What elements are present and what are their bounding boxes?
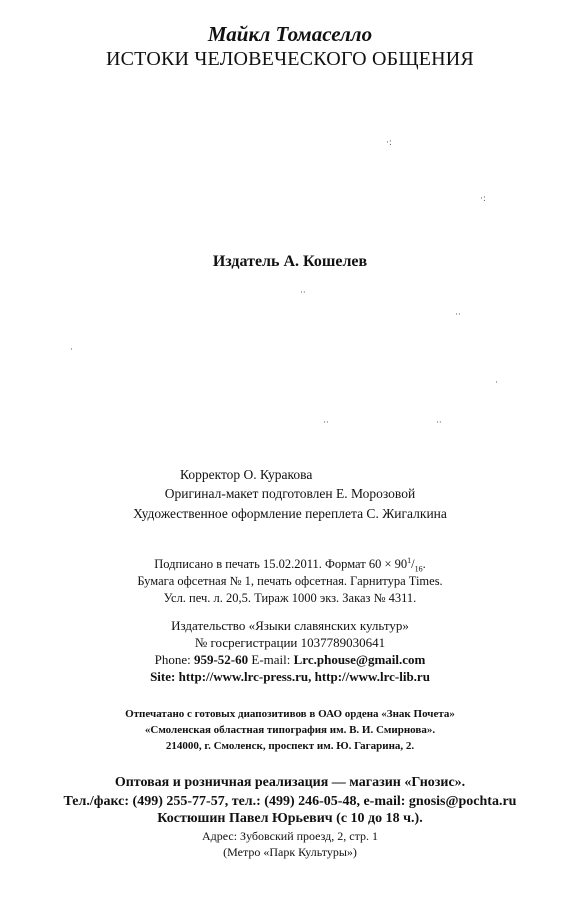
paper-line: Бумага офсетная № 1, печать офсетная. Гарнитура Times. (137, 574, 443, 588)
corrector-line: Корректор О. Куракова (180, 467, 313, 482)
scan-speck: · (495, 378, 498, 388)
scan-speck: ·· (300, 288, 306, 298)
signed-text: Подписано в печать 15.02.2011. Формат 60 × 90 (154, 557, 408, 572)
scan-speck: ·: (386, 138, 392, 148)
format-numerator: 1 (407, 556, 412, 565)
site-line: Site: http://www.lrc-press.ru, http://www.lrc-lib.ru (150, 669, 430, 684)
printer-line-3: 214000, г. Смоленск, проспект им. Ю. Гагарина, 2. (165, 740, 415, 752)
printer-line-2: «Смоленская областная типография им. В. И. Смирнова». (144, 724, 436, 736)
scan-speck: ·: (480, 194, 486, 204)
printer-line-1: Отпечатано с готовых диапозитивов в ОАО ордена «Знак Почета» (125, 708, 455, 720)
book-title: ИСТОКИ ЧЕЛОВЕЧЕСКОГО ОБЩЕНИЯ (106, 48, 474, 70)
scan-speck: ·· (436, 418, 442, 428)
store-address: Адрес: Зубовский проезд, 2, стр. 1 (202, 829, 378, 843)
scan-speck: ·· (455, 310, 461, 320)
sales-phone-line: Тел./факс: (499) 255-77-57, тел.: (499) 246-05-48, e-mail: gnosis@pochta.ru (63, 794, 517, 809)
author-name: Майкл Томаселло (207, 22, 373, 46)
phone-number: 959-52-60 (193, 652, 249, 667)
sales-contact-person: Костюшин Павел Юрьевич (с 10 до 18 ч.). (157, 811, 423, 826)
phone-label: Phone: (154, 652, 191, 667)
layout-line: Оригинал-макет подготовлен Е. Морозовой (164, 486, 416, 501)
sheets-line: Усл. печ. л. 20,5. Тираж 1000 экз. Заказ № 4311. (163, 591, 417, 605)
scan-speck: · (70, 345, 73, 355)
publishing-house-name: Издательство «Языки славянских культур» (171, 618, 409, 633)
format-denominator: 16 (414, 564, 423, 574)
registration-line: № госрегистрации 1037789030641 (194, 635, 386, 650)
store-metro: (Метро «Парк Культуры») (223, 845, 357, 859)
signed-for-print-line: Подписано в печать 15.02.2011. Формат $60 \times 90^1/_{16}$. (154, 556, 426, 574)
sales-line-1: Оптовая и розничная реализация — магазин «Гнозис». (114, 775, 466, 790)
contact-line (0, 652, 580, 668)
email-address: Lrc.phouse@gmail.com (293, 652, 426, 667)
scan-speck: ·· (323, 418, 329, 428)
publisher-line: Издатель А. Кошелев (212, 253, 368, 270)
cover-design-line: Художественное оформление переплета С. Жигалкина (133, 506, 447, 521)
email-label: E-mail: (251, 652, 291, 667)
